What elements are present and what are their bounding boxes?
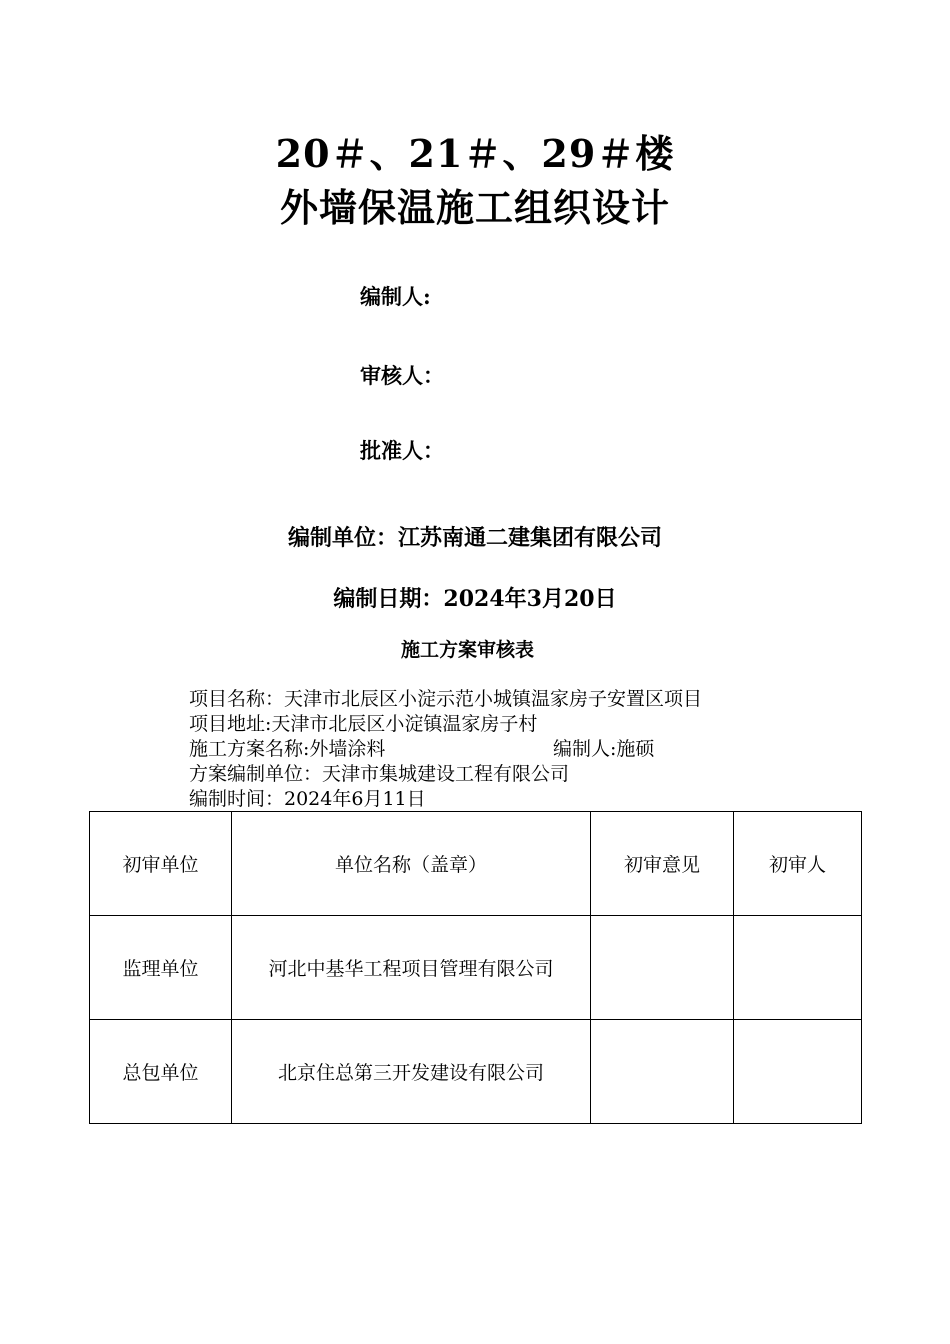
table-header-cell: 初审意见 — [591, 812, 734, 916]
table-header-cell: 单位名称（盖章） — [232, 812, 591, 916]
table-row — [90, 1020, 862, 1124]
table-cell: 总包单位 — [90, 1020, 232, 1124]
plan-compiling-time: 编制时间：2024年6月11日 — [189, 788, 426, 810]
plan-name-row — [189, 737, 655, 761]
table-header-cell: 初审单位 — [90, 812, 232, 916]
project-name: 项目名称：天津市北辰区小淀示范小城镇温家房子安置区项目 — [189, 688, 703, 710]
table-cell — [591, 916, 734, 1020]
table-header-row — [90, 812, 862, 916]
table-header-cell: 初审人 — [734, 812, 862, 916]
document-title-line1: 20＃、21＃、29＃楼 — [275, 131, 675, 176]
project-address: 项目地址:天津市北辰区小淀镇温家房子村 — [189, 713, 538, 735]
table-cell — [734, 916, 862, 1020]
review-form-title: 施工方案审核表 — [400, 639, 534, 661]
compiling-organization: 编制单位：江苏南通二建集团有限公司 — [287, 525, 662, 551]
approver-label: 批准人： — [360, 438, 444, 463]
review-table — [89, 811, 862, 1124]
table-cell: 北京住总第三开发建设有限公司 — [232, 1020, 591, 1124]
plan-editor: 编制人:施硕 — [553, 738, 655, 760]
compiling-date: 编制日期：2024年3月20日 — [333, 586, 617, 612]
compiler-label: 编制人: — [360, 284, 431, 309]
table-cell: 监理单位 — [90, 916, 232, 1020]
document-title-line2: 外墙保温施工组织设计 — [279, 185, 670, 230]
table-cell — [591, 1020, 734, 1124]
reviewer-label: 审核人： — [360, 363, 444, 388]
table-cell: 河北中基华工程项目管理有限公司 — [232, 916, 591, 1020]
plan-compiling-unit: 方案编制单位：天津市集城建设工程有限公司 — [189, 763, 570, 785]
table-row — [90, 916, 862, 1020]
table-cell — [734, 1020, 862, 1124]
plan-name: 施工方案名称:外墙涂料 — [189, 738, 386, 760]
